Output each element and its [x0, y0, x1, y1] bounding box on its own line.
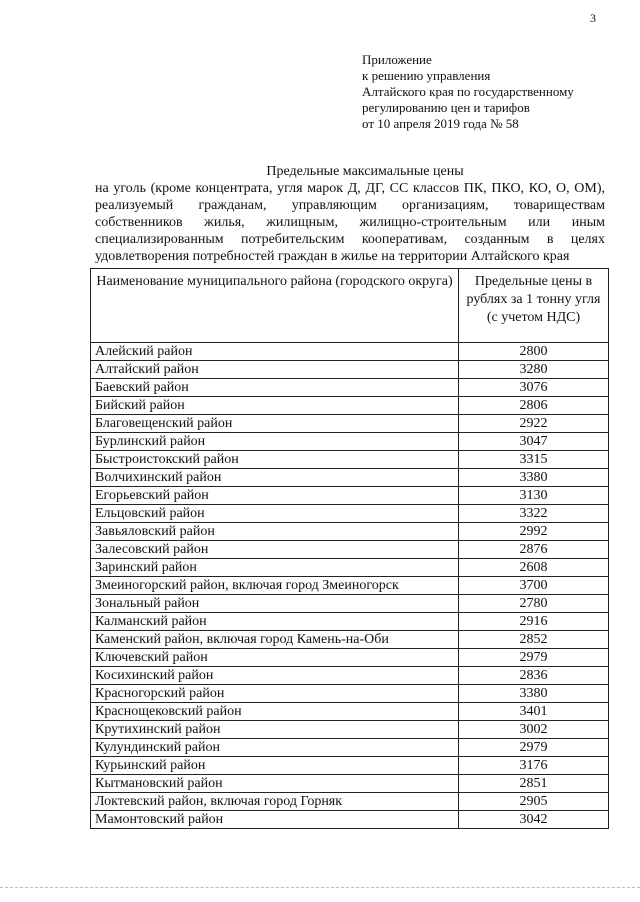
price-value: 2916 — [459, 613, 609, 631]
table-row — [91, 487, 609, 505]
district-name: Крутихинский район — [91, 721, 459, 739]
title-body: на уголь (кроме концентрата, угля марок Д, ДГ, СС классов ПК, ПКО, КО, О, ОМ), реализуемый гражданам, управляющим организациям, товариществам собственников жилья, жилищным, жилищно-строительным или иным специализированным потребительским кооперативам, созданным в целях удовлетворения потребностей граждан в жилье на территории Алтайского края — [95, 181, 605, 264]
district-name: Кытмановский район — [91, 775, 459, 793]
table-row — [91, 649, 609, 667]
price-value: 3315 — [459, 451, 609, 469]
district-name: Красногорский район — [91, 685, 459, 703]
appendix-line: регулированию цен и тарифов — [362, 100, 530, 115]
table-row — [91, 703, 609, 721]
district-name: Баевский район — [91, 379, 459, 397]
price-value: 3130 — [459, 487, 609, 505]
table-row — [91, 631, 609, 649]
price-value: 2608 — [459, 559, 609, 577]
district-name: Волчихинский район — [91, 469, 459, 487]
table-row — [91, 505, 609, 523]
table-row — [91, 811, 609, 829]
district-name: Ельцовский район — [91, 505, 459, 523]
district-name: Курьинский район — [91, 757, 459, 775]
table-row — [91, 379, 609, 397]
price-value: 2836 — [459, 667, 609, 685]
district-name: Мамонтовский район — [91, 811, 459, 829]
table-row — [91, 451, 609, 469]
table-row — [91, 541, 609, 559]
price-value: 2780 — [459, 595, 609, 613]
header-name: Наименование муниципального района (городского округа) — [91, 269, 459, 343]
district-name: Бийский район — [91, 397, 459, 415]
district-name: Косихинский район — [91, 667, 459, 685]
price-value: 3176 — [459, 757, 609, 775]
appendix-block — [362, 52, 574, 132]
price-value: 2992 — [459, 523, 609, 541]
district-name: Алтайский район — [91, 361, 459, 379]
table-row — [91, 739, 609, 757]
price-value: 3380 — [459, 469, 609, 487]
district-name: Заринский район — [91, 559, 459, 577]
price-value: 3047 — [459, 433, 609, 451]
price-value: 3042 — [459, 811, 609, 829]
district-name: Бурлинский район — [91, 433, 459, 451]
district-name: Алейский район — [91, 343, 459, 361]
district-name: Краснощековский район — [91, 703, 459, 721]
district-name: Быстроистокский район — [91, 451, 459, 469]
price-value: 2800 — [459, 343, 609, 361]
appendix-line: от 10 апреля 2019 года № 58 — [362, 116, 519, 131]
price-value: 2979 — [459, 739, 609, 757]
table-row — [91, 685, 609, 703]
price-value: 2922 — [459, 415, 609, 433]
table-header-row — [91, 269, 609, 343]
table-row — [91, 559, 609, 577]
appendix-line: к решению управления — [362, 68, 491, 83]
price-value: 3002 — [459, 721, 609, 739]
table-row — [91, 757, 609, 775]
price-value: 3076 — [459, 379, 609, 397]
table-row — [91, 361, 609, 379]
price-value: 2876 — [459, 541, 609, 559]
table-row — [91, 415, 609, 433]
price-value: 3380 — [459, 685, 609, 703]
price-value: 3322 — [459, 505, 609, 523]
header-price: Предельные цены в рублях за 1 тонну угля (с учетом НДС) — [459, 269, 609, 343]
district-name: Благовещенский район — [91, 415, 459, 433]
price-value: 2806 — [459, 397, 609, 415]
table-row — [91, 343, 609, 361]
price-value: 2979 — [459, 649, 609, 667]
district-name: Зональный район — [91, 595, 459, 613]
price-value: 3280 — [459, 361, 609, 379]
table-row — [91, 523, 609, 541]
document-title — [95, 163, 605, 265]
district-name: Егорьевский район — [91, 487, 459, 505]
table-row — [91, 721, 609, 739]
price-value: 2905 — [459, 793, 609, 811]
table-row — [91, 469, 609, 487]
table-row — [91, 595, 609, 613]
district-name: Завьяловский район — [91, 523, 459, 541]
price-value: 3401 — [459, 703, 609, 721]
table-row — [91, 775, 609, 793]
district-name: Ключевский район — [91, 649, 459, 667]
price-table — [90, 268, 609, 829]
appendix-line: Приложение — [362, 52, 432, 67]
table-body — [91, 343, 609, 829]
appendix-line: Алтайского края по государственному — [362, 84, 574, 99]
table-row — [91, 397, 609, 415]
district-name: Кулундинский район — [91, 739, 459, 757]
district-name: Змеиногорский район, включая город Змеиногорск — [91, 577, 459, 595]
price-value: 2851 — [459, 775, 609, 793]
district-name: Калманский район — [91, 613, 459, 631]
district-name: Залесовский район — [91, 541, 459, 559]
table-row — [91, 433, 609, 451]
table-row — [91, 577, 609, 595]
district-name: Локтевский район, включая город Горняк — [91, 793, 459, 811]
page-number: 3 — [590, 11, 596, 25]
price-value: 3700 — [459, 577, 609, 595]
title-heading: Предельные максимальные цены — [266, 164, 464, 179]
district-name: Каменский район, включая город Камень-на-Оби — [91, 631, 459, 649]
table-row — [91, 613, 609, 631]
price-value: 2852 — [459, 631, 609, 649]
page-bottom-divider — [0, 887, 640, 888]
table-row — [91, 793, 609, 811]
table-row — [91, 667, 609, 685]
